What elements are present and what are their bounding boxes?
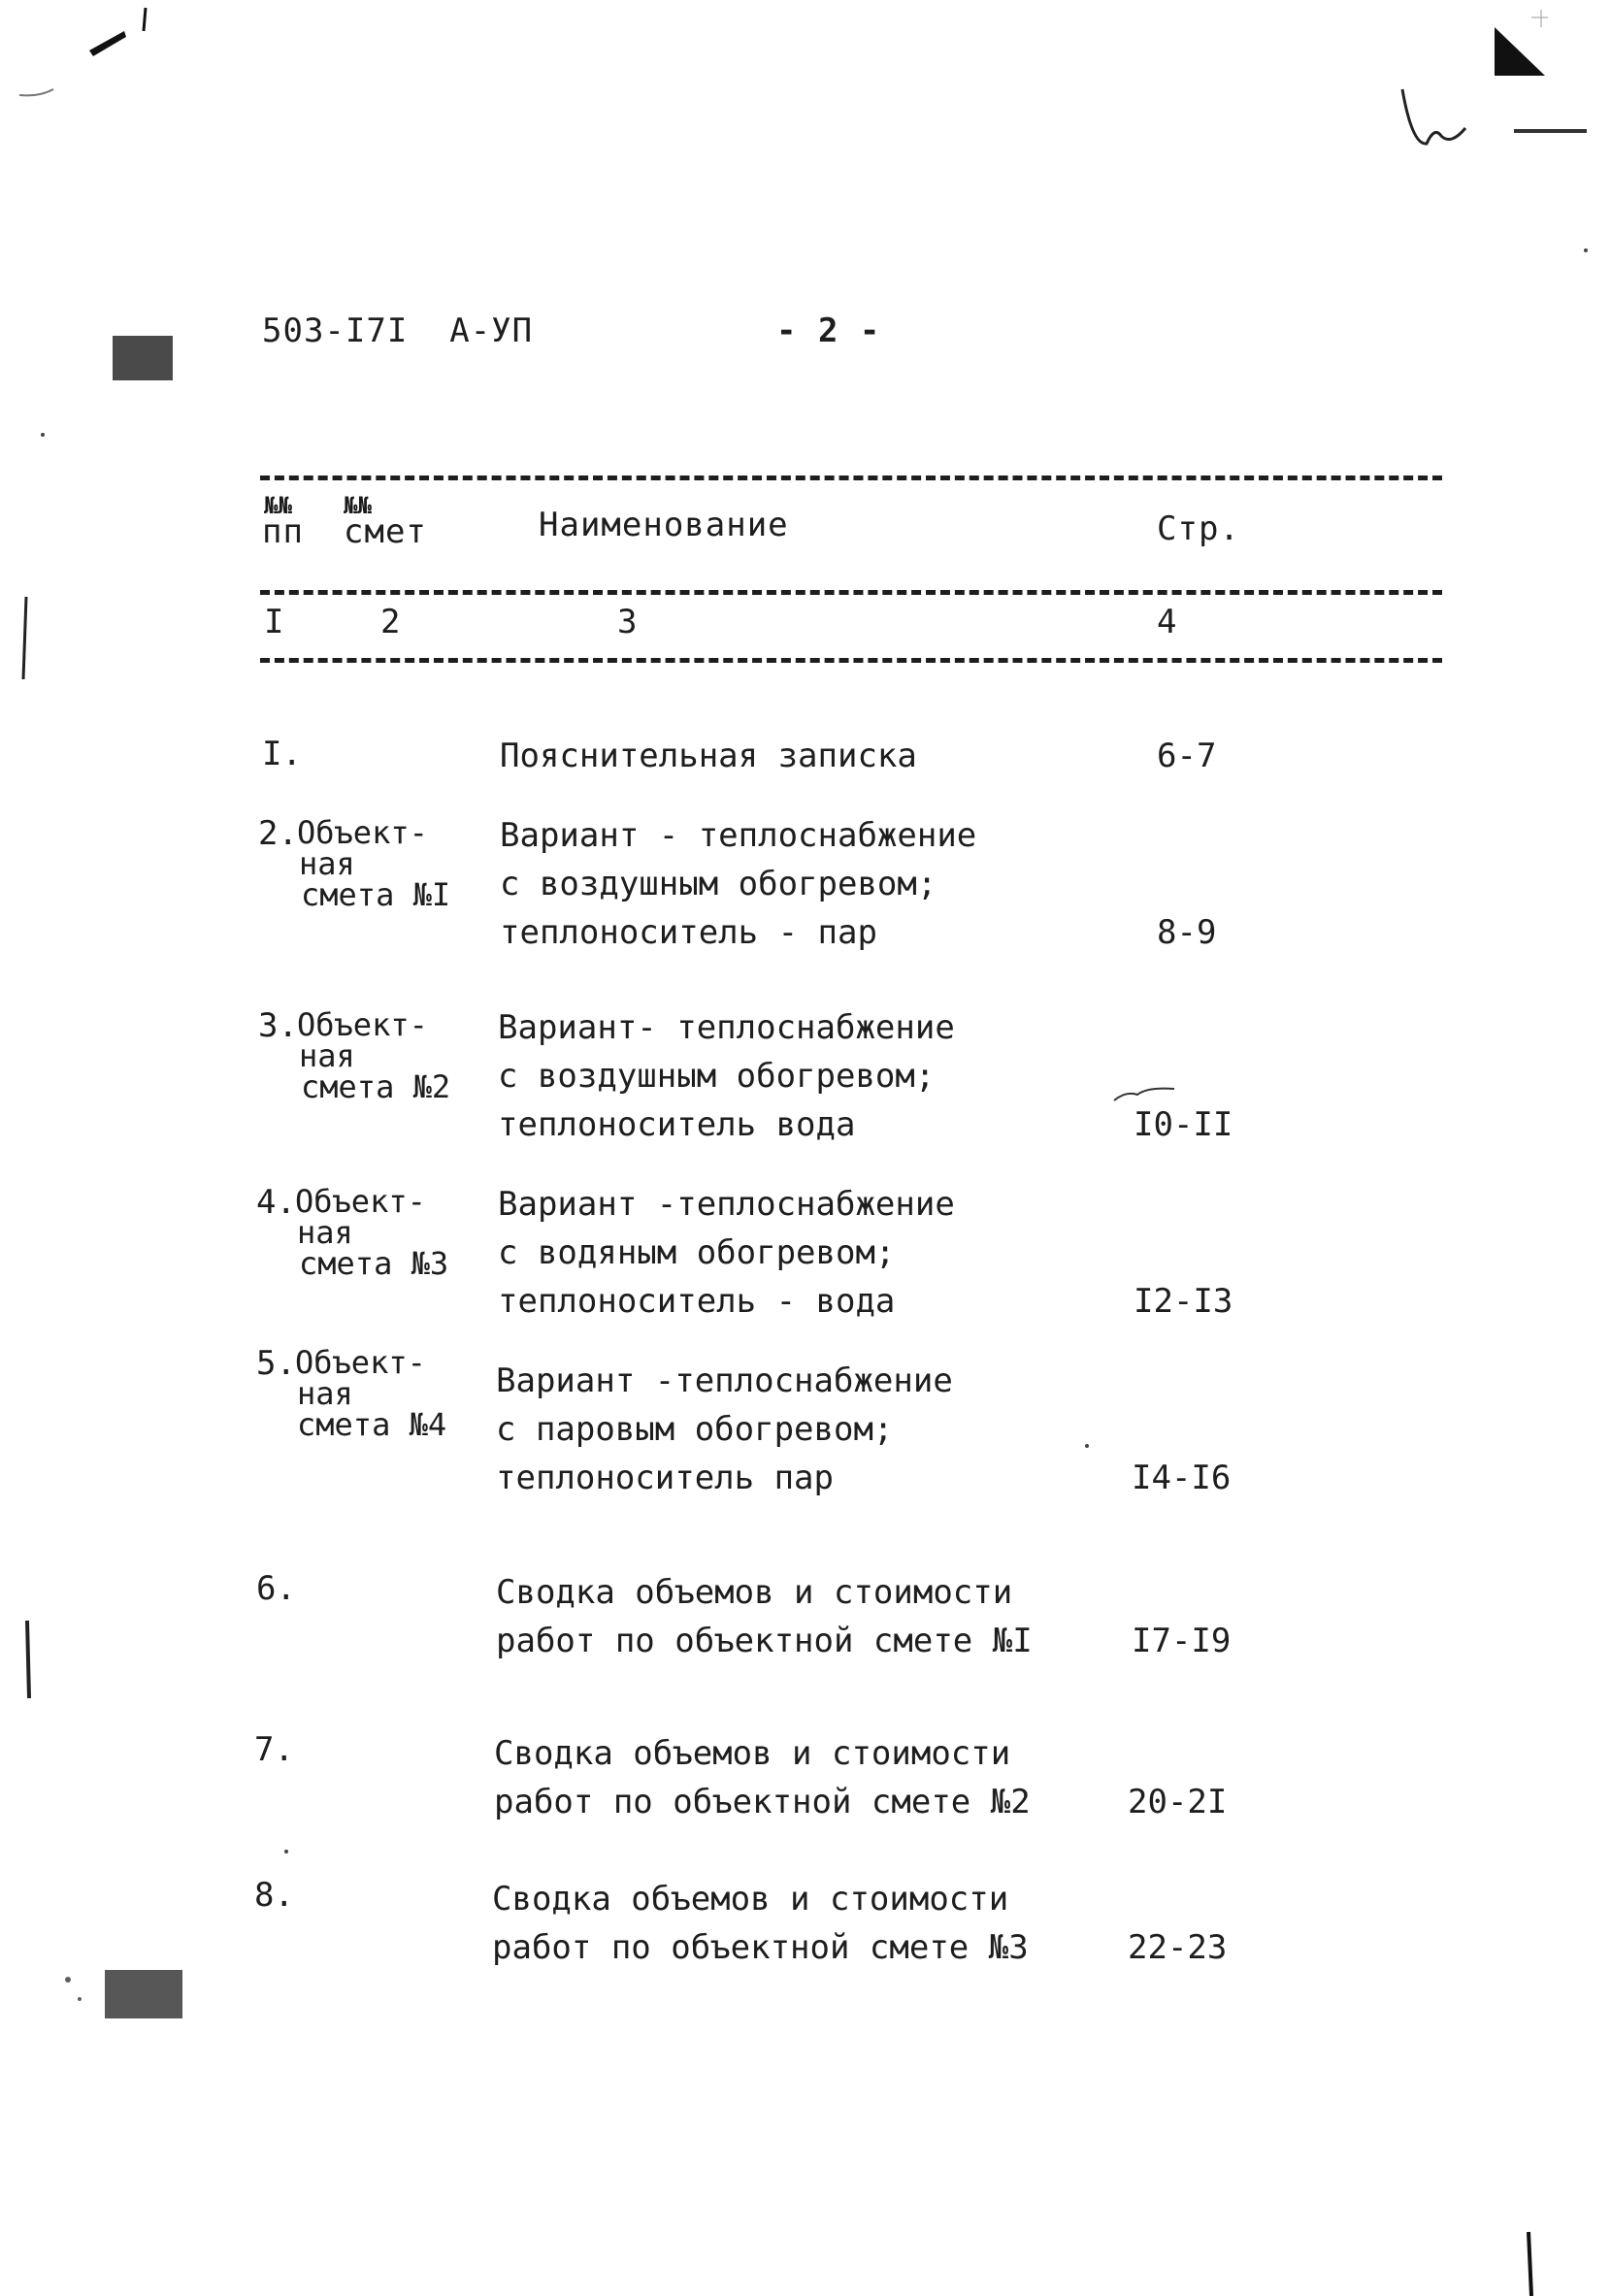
punch-hole-bottom	[65, 1970, 182, 2018]
row-4-estimate-line-2: ная	[297, 1214, 353, 1251]
header-rule-bottom	[260, 658, 1442, 663]
speck-3	[1085, 1444, 1089, 1448]
col-index-2: 2	[380, 603, 402, 641]
page-number: - 2 -	[776, 312, 881, 350]
row-6-name-line-2: работ по объектной смете №I	[496, 1622, 1033, 1660]
row-3-estimate-line-3: смета №2	[301, 1068, 451, 1105]
row-5-estimate-line-2: ная	[297, 1375, 353, 1412]
speck-1	[41, 433, 45, 437]
row-1-pages: 6-7	[1157, 737, 1217, 775]
col-estimate-label: смет	[344, 512, 427, 551]
row-4-name-line-1: Вариант -теплоснабжение	[498, 1185, 955, 1224]
row-6-number: 6.	[256, 1569, 296, 1608]
row-3-name-line-1: Вариант- теплоснабжение	[498, 1008, 955, 1047]
top-left-pen-mark	[89, 31, 126, 56]
row-6-pages: I7-I9	[1132, 1622, 1232, 1660]
row-8-pages: 22-23	[1128, 1928, 1228, 1967]
col-index-1: I	[264, 603, 285, 641]
row-3-name-line-2: с воздушным обогревом;	[498, 1057, 936, 1096]
row-2-name-line-1: Вариант - теплоснабжение	[500, 816, 977, 855]
row-1-name-line-1: Пояснительная записка	[500, 737, 917, 775]
col-number-marker: №№	[264, 492, 292, 519]
header-rule-middle	[260, 590, 1442, 595]
row-2-pages: 8-9	[1157, 913, 1217, 952]
row-7-number: 7.	[254, 1730, 294, 1769]
row-4-name-line-3: теплоноситель - вода	[498, 1282, 896, 1321]
row-3-estimate-line-1: Объект-	[297, 1006, 428, 1043]
col-index-3: 3	[617, 603, 639, 641]
speck-2	[1584, 248, 1588, 252]
row-4-number: 4.	[256, 1183, 296, 1222]
top-right-scribble	[1402, 89, 1465, 144]
row-8-number: 8.	[254, 1876, 294, 1915]
row-4-name-line-2: с водяным обогревом;	[498, 1233, 896, 1272]
speck-4	[284, 1850, 288, 1853]
left-edge-dash	[19, 89, 53, 95]
row-5-estimate-line-1: Объект-	[295, 1344, 426, 1381]
row-7-name-line-2: работ по объектной смете №2	[494, 1783, 1031, 1821]
col-name-label: Наименование	[539, 506, 789, 544]
row-7-name-line-1: Сводка объемов и стоимости	[494, 1734, 1011, 1773]
row-3-name-line-3: теплоноситель вода	[498, 1105, 856, 1144]
row-2-name-line-2: с воздушным обогревом;	[500, 865, 937, 903]
document-code: 503-I7I А-УП	[262, 312, 534, 350]
row-5-name-line-3: теплоноситель пар	[496, 1459, 834, 1497]
row-7-pages: 20-2I	[1128, 1783, 1228, 1821]
row-8-name-line-2: работ по объектной смете №3	[492, 1928, 1029, 1967]
row-2-name-line-3: теплоноситель - пар	[500, 913, 877, 952]
small-check-mark	[1114, 1089, 1174, 1100]
top-left-tick	[144, 8, 146, 31]
row-3-estimate-line-2: ная	[299, 1037, 355, 1074]
row-3-number: 3.	[258, 1006, 298, 1045]
row-1-number: I.	[262, 735, 302, 773]
row-2-estimate-line-3: смета №I	[301, 876, 451, 913]
row-5-estimate-line-3: смета №4	[297, 1406, 447, 1443]
top-right-triangle	[1495, 27, 1545, 76]
row-2-number: 2.	[258, 814, 298, 853]
row-5-number: 5.	[256, 1344, 296, 1383]
col-page-label: Стр.	[1157, 509, 1240, 548]
row-8-name-line-1: Сводка объемов и стоимости	[492, 1880, 1009, 1919]
row-5-name-line-1: Вариант -теплоснабжение	[496, 1361, 953, 1400]
col-estimate-marker: №№	[344, 492, 372, 519]
header-rule-top	[260, 476, 1442, 480]
bottom-right-line	[1529, 2232, 1531, 2296]
row-3-pages: I0-II	[1134, 1105, 1233, 1144]
col-number-label: пп	[262, 512, 304, 551]
row-2-estimate-line-1: Объект-	[297, 814, 428, 851]
punch-hole-top	[113, 336, 173, 380]
row-2-estimate-line-2: ная	[299, 845, 355, 882]
left-binding-line-1	[23, 597, 26, 679]
row-5-name-line-2: с паровым обогревом;	[496, 1410, 894, 1449]
top-right-small-tick	[1531, 10, 1548, 27]
left-binding-line-2	[27, 1621, 29, 1698]
row-4-estimate-line-1: Объект-	[295, 1183, 426, 1220]
row-4-estimate-line-3: смета №3	[299, 1245, 449, 1282]
row-4-pages: I2-I3	[1134, 1282, 1233, 1321]
row-6-name-line-1: Сводка объемов и стоимости	[496, 1573, 1013, 1612]
col-index-4: 4	[1157, 603, 1178, 641]
row-5-pages: I4-I6	[1132, 1459, 1232, 1497]
